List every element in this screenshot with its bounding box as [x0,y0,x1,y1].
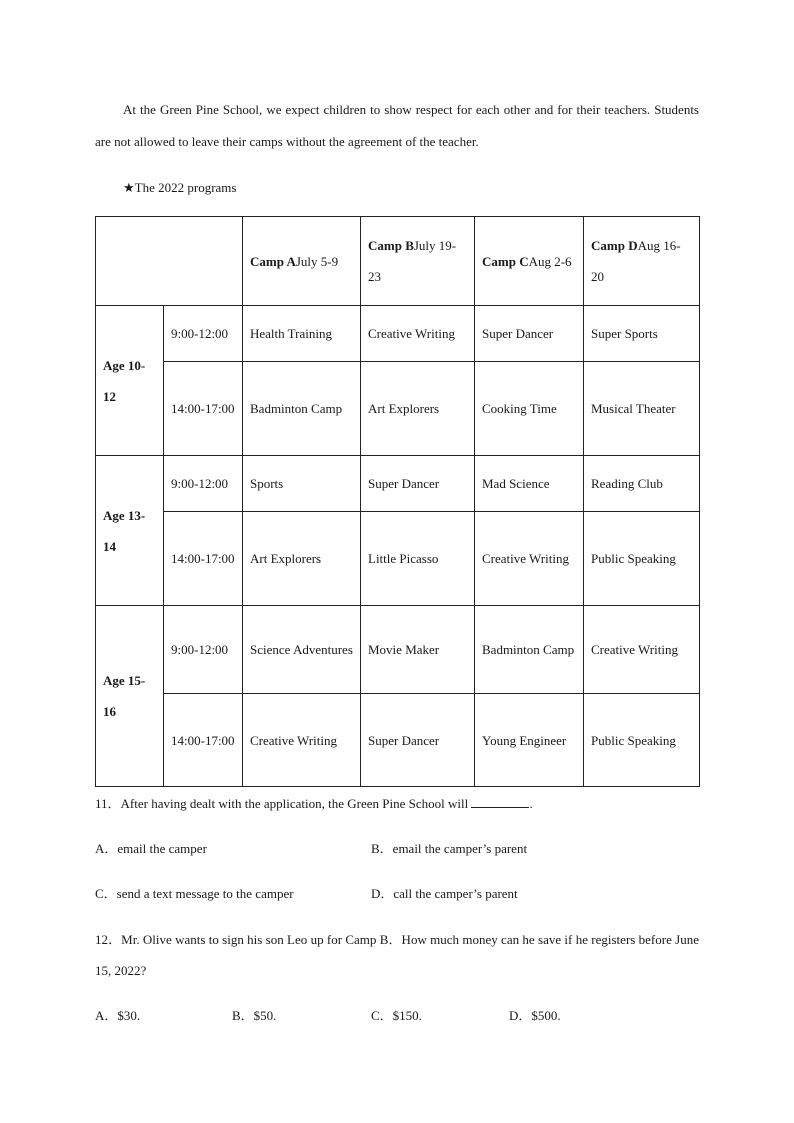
question-11-option-c: C．send a text message to the camper [95,886,294,901]
activity-cell: Badminton Camp [243,362,361,456]
activity-cell: Public Speaking [584,694,700,787]
table-row [96,694,700,787]
question-12-option-b: B．$50. [232,1008,277,1023]
activity-cell: Art Explorers [361,362,475,456]
time-cell: 14:00-17:00 [164,694,243,787]
header-camp-b: Camp BJuly 19-23 [361,217,475,306]
question-11-option-b: B．email the camper’s parent [371,841,528,856]
activity-cell: Science Adventures [243,606,361,694]
activity-cell: Public Speaking [584,512,700,606]
question-11-option-a: A．email the camper [95,841,207,856]
activity-cell: Creative Writing [243,694,361,787]
question-12-stem: 12．Mr. Olive wants to sign his son Leo up for Camp B．How much money can he save if he registers before June 15, 2022? [95,932,699,978]
question-12-option-a: A．$30. [95,1008,141,1023]
question-12-option-d: D．$500. [509,1008,561,1023]
table-row [96,456,700,512]
time-cell: 9:00-12:00 [164,456,243,512]
activity-cell: Musical Theater [584,362,700,456]
activity-cell: Young Engineer [475,694,584,787]
question-11-stem: 11．After having dealt with the application, the Green Pine School will [95,796,469,811]
activity-cell: Badminton Camp [475,606,584,694]
activity-cell: Art Explorers [243,512,361,606]
age-group-cell: Age 13-14 [96,456,164,606]
table-row [96,362,700,456]
intro-paragraph: At the Green Pine School, we expect children to show respect for each other and for their teachers. Students are not allowed to leave their camps without the agreement of the teacher. [95,102,699,149]
activity-cell: Super Dancer [475,306,584,362]
activity-cell: Mad Science [475,456,584,512]
activity-cell: Super Sports [584,306,700,362]
activity-cell: Creative Writing [475,512,584,606]
table-row [96,606,700,694]
header-camp-c: Camp CAug 2-6 [475,217,584,306]
question-12-option-c: C．$150. [371,1008,422,1023]
activity-cell: Little Picasso [361,512,475,606]
programs-heading: ★The 2022 programs [123,180,237,195]
activity-cell: Super Dancer [361,694,475,787]
table-row [96,512,700,606]
age-group-cell: Age 10-12 [96,306,164,456]
header-camp-a: Camp AJuly 5-9 [243,217,361,306]
activity-cell: Cooking Time [475,362,584,456]
time-cell: 9:00-12:00 [164,606,243,694]
camp-schedule-table [95,216,700,787]
time-cell: 14:00-17:00 [164,512,243,606]
activity-cell: Super Dancer [361,456,475,512]
table-row [96,306,700,362]
time-cell: 14:00-17:00 [164,362,243,456]
header-empty-cell [96,217,243,306]
activity-cell: Health Training [243,306,361,362]
activity-cell: Sports [243,456,361,512]
table-header-row [96,217,700,306]
answer-blank [471,795,529,808]
header-camp-d: Camp DAug 16-20 [584,217,700,306]
question-11 [95,788,699,819]
question-11-option-d: D．call the camper’s parent [371,886,518,901]
activity-cell: Creative Writing [361,306,475,362]
activity-cell: Movie Maker [361,606,475,694]
activity-cell: Creative Writing [584,606,700,694]
activity-cell: Reading Club [584,456,700,512]
question-11-stem-end: . [529,796,533,811]
age-group-cell: Age 15-16 [96,606,164,787]
time-cell: 9:00-12:00 [164,306,243,362]
